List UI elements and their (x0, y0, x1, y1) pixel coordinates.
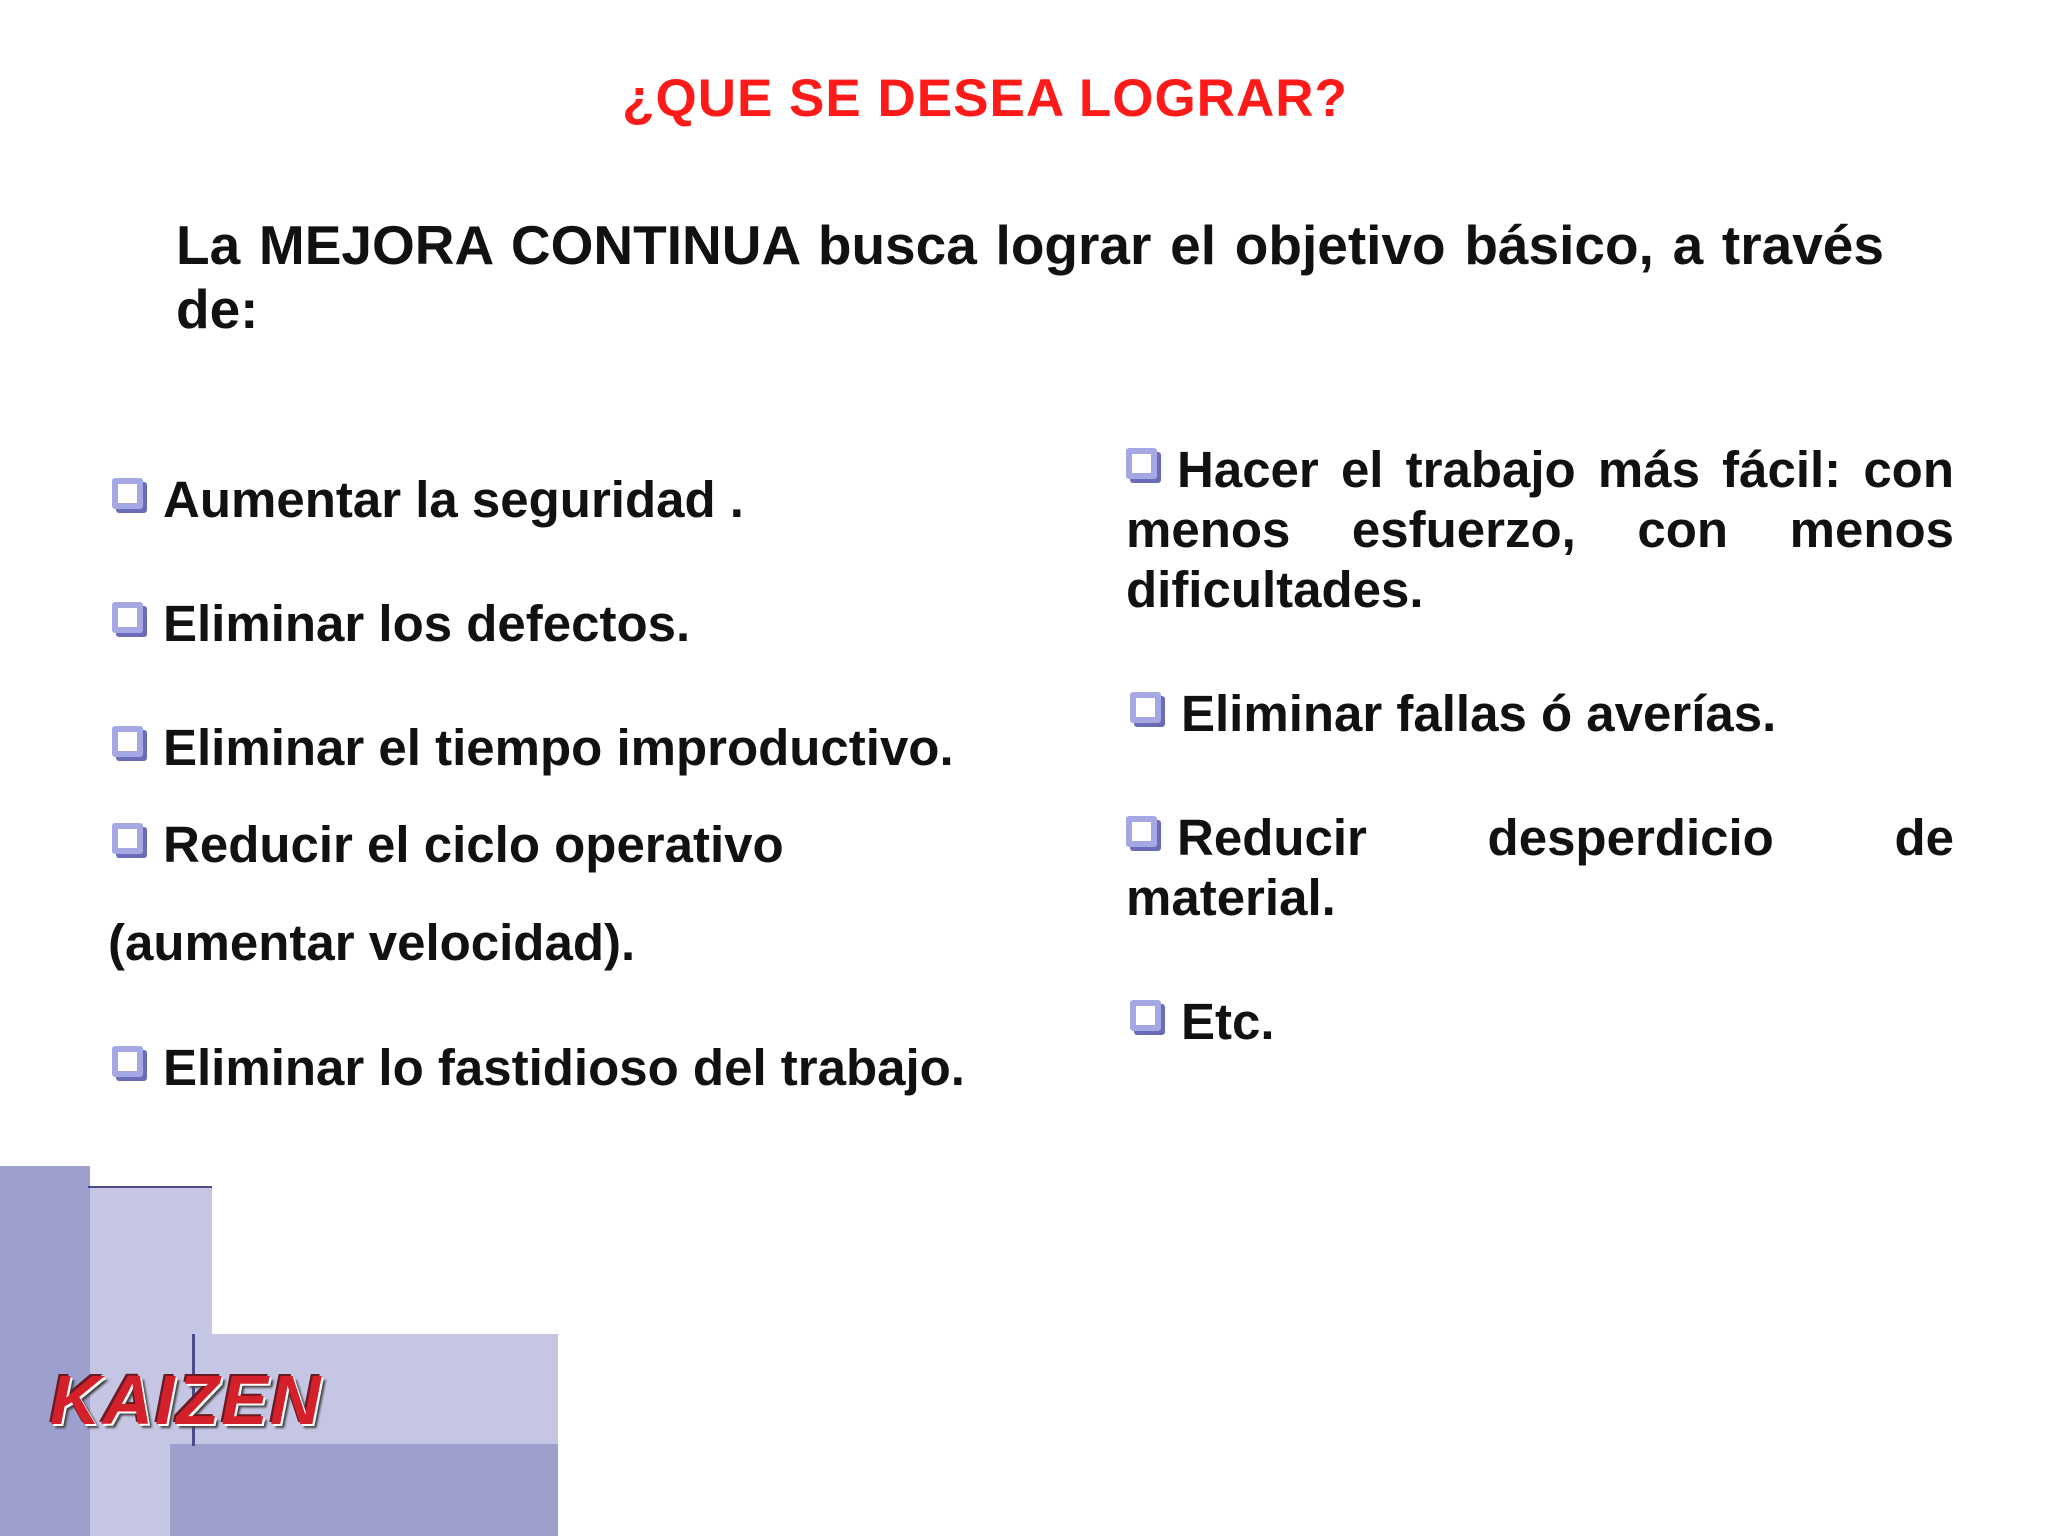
checkbox-icon (1130, 692, 1161, 723)
list-item (112, 1038, 965, 1097)
list-item-text: Reducir desperdicio de material. (1126, 809, 1954, 926)
checkbox-icon (1126, 448, 1157, 479)
list-item-text: Reducir el ciclo operativo (163, 816, 784, 873)
list-item (1130, 684, 1776, 743)
list-item (112, 594, 690, 653)
list-item (112, 815, 784, 874)
list-item-text: Eliminar fallas ó averías. (1181, 685, 1777, 742)
checkbox-icon (1126, 816, 1157, 847)
list-item-text: Aumentar la seguridad . (163, 471, 744, 528)
checkbox-icon (112, 823, 143, 854)
list-item (112, 718, 954, 777)
intro-paragraph: La MEJORA CONTINUA busca lograr el objetivo básico, a través de: (176, 214, 1884, 340)
list-item-text: Etc. (1181, 993, 1275, 1050)
checkbox-icon (112, 1046, 143, 1077)
slide-title: ¿QUE SE DESEA LOGRAR? (622, 69, 1348, 128)
decorative-line (88, 1186, 212, 1188)
list-item-text: Hacer el trabajo más fácil: con menos esfuerzo, con menos dificultades. (1126, 441, 1954, 618)
checkbox-icon (112, 478, 143, 509)
list-item-text: Eliminar los defectos. (163, 595, 691, 652)
kaizen-logo: KAIZEN (50, 1361, 323, 1439)
list-item-continuation: (aumentar velocidad). (108, 914, 636, 971)
list-item (1126, 808, 1954, 928)
list-item (1130, 992, 1275, 1051)
list-item-text: Eliminar el tiempo improductivo. (163, 719, 954, 776)
list-item (1126, 440, 1954, 620)
list-item-text: Eliminar lo fastidioso del trabajo. (163, 1039, 965, 1096)
checkbox-icon (112, 726, 143, 757)
decorative-square (0, 1166, 90, 1536)
checkbox-icon (1130, 1000, 1161, 1031)
checkbox-icon (112, 602, 143, 633)
list-item (112, 470, 744, 529)
decorative-square (170, 1444, 558, 1536)
